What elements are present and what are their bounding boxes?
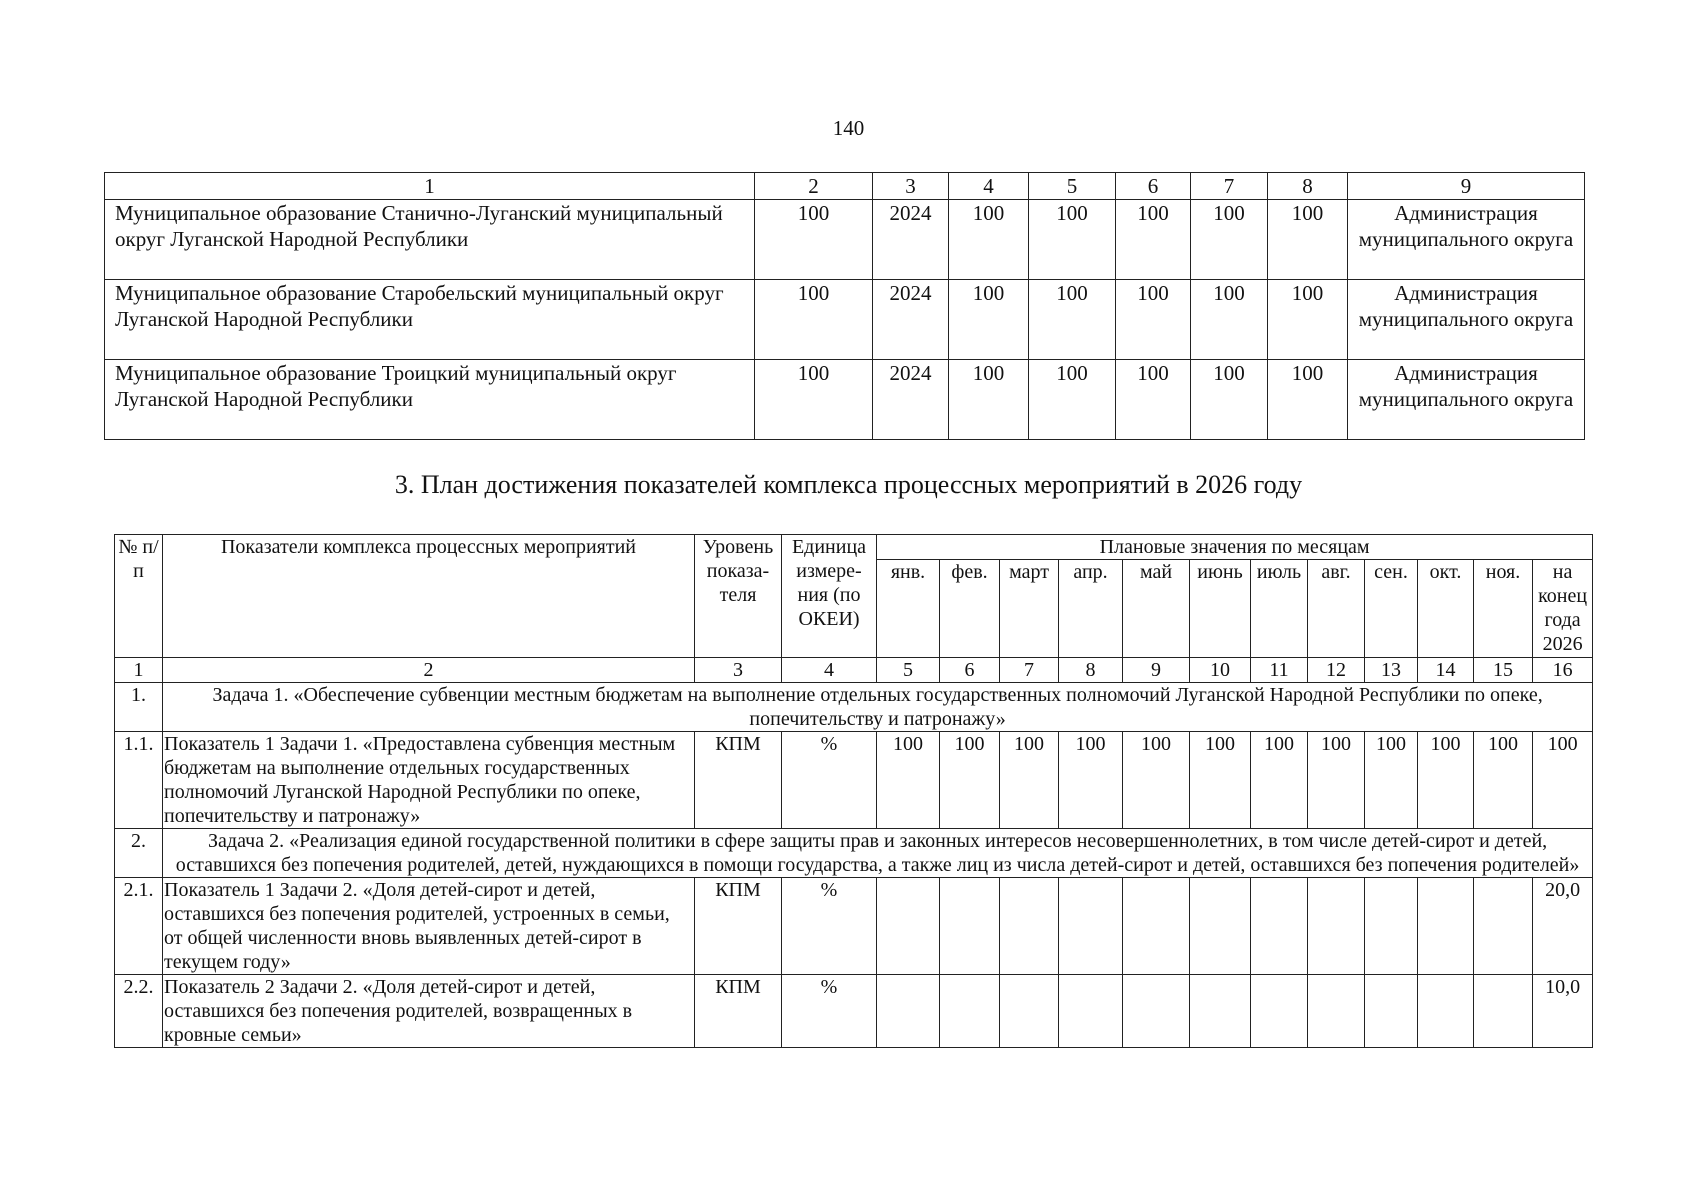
header-year-end: на конец года 2026 — [1533, 560, 1593, 658]
cell-value: 100 — [755, 280, 873, 360]
col-number: 6 — [940, 658, 1000, 683]
col-number: 2 — [163, 658, 695, 683]
col-number: 11 — [1251, 658, 1308, 683]
month-value — [1059, 975, 1123, 1048]
table-header-row — [105, 173, 1585, 200]
month-value: 100 — [1059, 732, 1123, 829]
month-value — [1190, 878, 1251, 975]
year-end-value: 100 — [1533, 732, 1593, 829]
plan-table — [114, 534, 1593, 1048]
indicator-text: Показатель 1 Задачи 2. «Доля детей-сирот и детей, оставшихся без попечения родителей, устроенных в семьи, от общей численности вновь выявленных детей-сирот в текущем году» — [163, 878, 695, 975]
section-title: 3. План достижения показателей комплекса процессных мероприятий в 2026 году — [394, 470, 1303, 499]
indicator-text: Показатель 2 Задачи 2. «Доля детей-сирот и детей, оставшихся без попечения родителей, возвращенных в кровные семьи» — [163, 975, 695, 1048]
cell-value: 2024 — [873, 280, 949, 360]
header-month: фев. — [940, 560, 1000, 658]
cell-value: 100 — [1029, 200, 1116, 280]
month-value — [940, 878, 1000, 975]
indicator-row — [115, 975, 1593, 1048]
table-row — [105, 360, 1585, 440]
header-month: янв. — [877, 560, 940, 658]
month-value: 100 — [1000, 732, 1059, 829]
col-number: 1 — [105, 173, 755, 200]
month-value — [1365, 975, 1418, 1048]
col-number: 15 — [1474, 658, 1533, 683]
month-value — [1251, 975, 1308, 1048]
indicator-level: КПМ — [695, 878, 782, 975]
month-value — [940, 975, 1000, 1048]
col-number: 2 — [755, 173, 873, 200]
col-number: 7 — [1000, 658, 1059, 683]
header-month: авг. — [1308, 560, 1365, 658]
header-month: март — [1000, 560, 1059, 658]
page-number: 140 — [832, 116, 865, 140]
col-number: 5 — [1029, 173, 1116, 200]
month-value: 100 — [1308, 732, 1365, 829]
header-month: май — [1123, 560, 1190, 658]
cell-value: 100 — [1191, 280, 1268, 360]
cell-value: 100 — [949, 280, 1029, 360]
task-row — [115, 829, 1593, 878]
month-value: 100 — [1251, 732, 1308, 829]
cell-value: 2024 — [873, 200, 949, 280]
col-number: 16 — [1533, 658, 1593, 683]
month-value: 100 — [940, 732, 1000, 829]
row-number: 2.2. — [115, 975, 163, 1048]
responsible-body: Администрация муниципального округа — [1348, 280, 1585, 360]
month-value — [1474, 878, 1533, 975]
header-indicator: Показатели комплекса процессных мероприятий — [163, 535, 695, 658]
cell-value: 100 — [1268, 200, 1348, 280]
cell-value: 100 — [755, 360, 873, 440]
indicator-unit: % — [782, 732, 877, 829]
month-value — [1000, 878, 1059, 975]
col-number: 6 — [1116, 173, 1191, 200]
col-number: 4 — [782, 658, 877, 683]
header-month: апр. — [1059, 560, 1123, 658]
header-level: Уровень показа-теля — [695, 535, 782, 658]
month-value: 100 — [1123, 732, 1190, 829]
indicator-level: КПМ — [695, 732, 782, 829]
cell-value: 100 — [1191, 200, 1268, 280]
indicator-row — [115, 732, 1593, 829]
cell-value: 100 — [949, 360, 1029, 440]
header-unit: Единица измере-ния (по ОКЕИ) — [782, 535, 877, 658]
col-number: 10 — [1190, 658, 1251, 683]
month-value — [1123, 975, 1190, 1048]
indicator-text: Показатель 1 Задачи 1. «Предоставлена субвенция местным бюджетам на выполнение отдельных государственных полномочий Луганской Народной Республики по опеке, попечительству и патронажу» — [163, 732, 695, 829]
col-number: 12 — [1308, 658, 1365, 683]
month-value — [1308, 975, 1365, 1048]
row-number: 1.1. — [115, 732, 163, 829]
month-value: 100 — [1418, 732, 1474, 829]
row-number: 1. — [115, 683, 163, 732]
responsible-body: Администрация муниципального округа — [1348, 200, 1585, 280]
cell-value: 100 — [1029, 360, 1116, 440]
month-value — [1308, 878, 1365, 975]
cell-value: 100 — [1116, 200, 1191, 280]
col-number: 9 — [1123, 658, 1190, 683]
month-value — [877, 975, 940, 1048]
col-number: 4 — [949, 173, 1029, 200]
cell-value: 100 — [1029, 280, 1116, 360]
col-number: 9 — [1348, 173, 1585, 200]
month-value: 100 — [1190, 732, 1251, 829]
col-number: 3 — [695, 658, 782, 683]
col-number: 3 — [873, 173, 949, 200]
month-value: 100 — [877, 732, 940, 829]
month-value — [1365, 878, 1418, 975]
table-row — [105, 280, 1585, 360]
col-number: 7 — [1191, 173, 1268, 200]
month-value — [1251, 878, 1308, 975]
month-value — [1418, 975, 1474, 1048]
cell-value: 100 — [1268, 280, 1348, 360]
cell-value: 100 — [1116, 280, 1191, 360]
col-number: 5 — [877, 658, 940, 683]
header-number: № п/п — [115, 535, 163, 658]
header-month: окт. — [1418, 560, 1474, 658]
col-number: 13 — [1365, 658, 1418, 683]
month-value — [877, 878, 940, 975]
cell-value: 100 — [949, 200, 1029, 280]
table-row — [105, 200, 1585, 280]
cell-value: 100 — [1191, 360, 1268, 440]
responsible-body: Администрация муниципального округа — [1348, 360, 1585, 440]
row-number: 2.1. — [115, 878, 163, 975]
task-text: Задача 1. «Обеспечение субвенции местным бюджетам на выполнение отдельных государственных полномочий Луганской Народной Республики по опеке, попечительству и патронажу» — [163, 683, 1593, 732]
header-month: ноя. — [1474, 560, 1533, 658]
cell-value: 100 — [1116, 360, 1191, 440]
table-header-row — [115, 535, 1593, 560]
municipality-name: Муниципальное образование Старобельский муниципальный округ Луганской Народной Республики — [105, 280, 755, 360]
header-plan: Плановые значения по месяцам — [877, 535, 1593, 560]
cell-value: 2024 — [873, 360, 949, 440]
year-end-value: 10,0 — [1533, 975, 1593, 1048]
row-number: 2. — [115, 829, 163, 878]
task-text: Задача 2. «Реализация единой государственной политики в сфере защиты прав и законных интересов несовершеннолетних, в том числе детей-сирот и детей, оставшихся без попечения родителей, детей, нуждающихся в помощи государства, а также лиц из числа детей-сирот и детей, оставшихся без попечения родителей» — [163, 829, 1593, 878]
municipality-name: Муниципальное образование Станично-Луганский муниципальный округ Луганской Народной Республики — [105, 200, 755, 280]
year-end-value: 20,0 — [1533, 878, 1593, 975]
header-month: июнь — [1190, 560, 1251, 658]
col-number: 1 — [115, 658, 163, 683]
month-value: 100 — [1474, 732, 1533, 829]
indicator-level: КПМ — [695, 975, 782, 1048]
column-number-row — [115, 658, 1593, 683]
indicator-row — [115, 878, 1593, 975]
header-month: июль — [1251, 560, 1308, 658]
indicator-unit: % — [782, 878, 877, 975]
month-value — [1418, 878, 1474, 975]
month-value — [1474, 975, 1533, 1048]
col-number: 8 — [1059, 658, 1123, 683]
municipal-table — [104, 172, 1585, 440]
month-value: 100 — [1365, 732, 1418, 829]
task-row — [115, 683, 1593, 732]
cell-value: 100 — [755, 200, 873, 280]
month-value — [1123, 878, 1190, 975]
header-month: сен. — [1365, 560, 1418, 658]
municipality-name: Муниципальное образование Троицкий муниципальный округ Луганской Народной Республики — [105, 360, 755, 440]
indicator-unit: % — [782, 975, 877, 1048]
month-value — [1000, 975, 1059, 1048]
month-value — [1190, 975, 1251, 1048]
col-number: 8 — [1268, 173, 1348, 200]
month-value — [1059, 878, 1123, 975]
col-number: 14 — [1418, 658, 1474, 683]
cell-value: 100 — [1268, 360, 1348, 440]
